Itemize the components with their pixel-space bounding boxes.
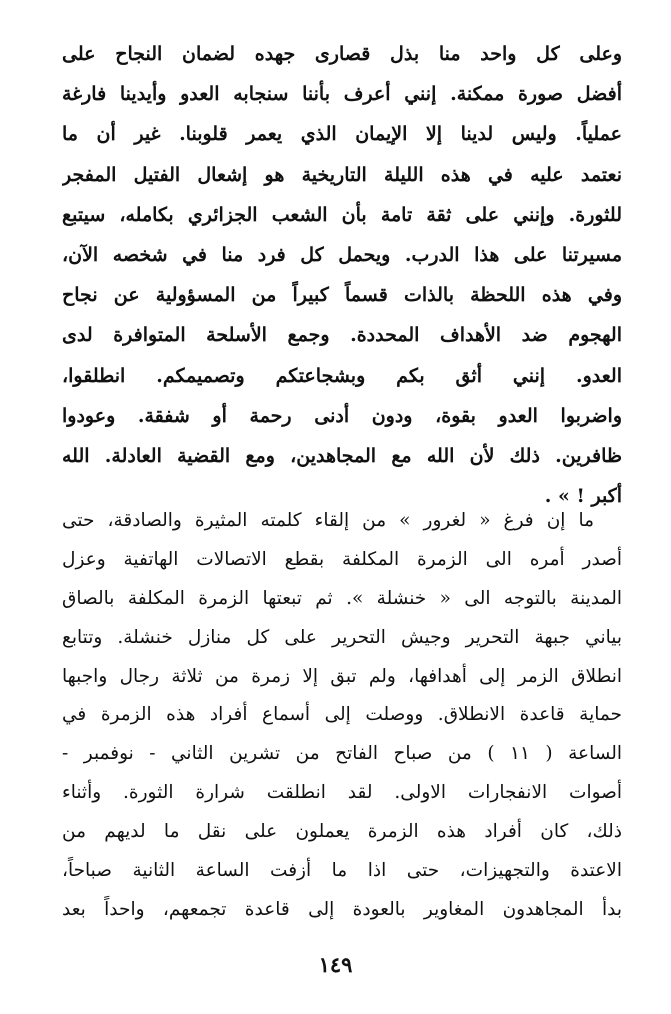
text-line: انطلاق الزمر إلى أهدافها، ولم تبق إلا زمرة من ثلاثة رجال واجبها xyxy=(62,665,622,687)
text-line: ظافرين. ذلك لأن الله مع المجاهدين، ومع القضية العادلة. الله xyxy=(62,444,622,467)
text-line: أكبر ! » . xyxy=(544,485,622,508)
quoted-speech-paragraph xyxy=(62,34,622,516)
text-line: حماية قاعدة الانطلاق. ووصلت إلى أسماع أفراد هذه الزمرة في xyxy=(62,704,622,726)
text-line: أصوات الانفجارات الاولى. لقد انطلقت شرارة الثورة. وأثناء xyxy=(62,782,622,804)
text-line: العدو. إنني أثق بكم وبشجاعتكم وتصميمكم. انطلقوا، xyxy=(62,364,622,387)
text-line: مسيرتنا على هذا الدرب. ويحمل كل فرد منا في شخصه الآن، xyxy=(62,243,622,266)
text-line: نعتمد عليه في هذه الليلة التاريخية هو إشعال الفتيل المفجر xyxy=(62,163,622,186)
text-line: ما إن فرغ « لغرور » من إلقاء كلمته المثيرة والصادقة، حتى xyxy=(62,510,594,531)
text-line: واضربوا العدو بقوة، ودون أدنى رحمة أو شفقة. وعودوا xyxy=(62,404,622,427)
text-line: وفي هذه اللحظة بالذات قسماً كبيراً من المسؤولية عن نجاح xyxy=(62,284,622,307)
text-line: عملياً. وليس لدينا إلا الإيمان الذي يعمر قلوبنا. غير أن ما xyxy=(62,123,622,146)
narrative-paragraph xyxy=(62,502,622,930)
text-line: أفضل صورة ممكنة. إنني أعرف بأننا سنجابه العدو وأيدينا فارغة xyxy=(62,83,622,106)
text-line: وعلى كل واحد منا بذل قصارى جهده لضمان النجاح على xyxy=(62,43,622,65)
text-line: بدأ المجاهدون المغاوير بالعودة إلى قاعدة تجمعهم، واحداً بعد xyxy=(62,898,622,920)
text-line: الهجوم ضد الأهداف المحددة. وجمع الأسلحة المتوافرة لدى xyxy=(62,324,622,347)
text-line: أصدر أمره الى الزمرة المكلفة بقطع الاتصالات الهاتفية وعزل xyxy=(62,548,622,570)
text-line: المدينة بالتوجه الى « خنشلة ». ثم تبعتها الزمرة المكلفة بالصاق xyxy=(62,587,622,609)
text-line: الاعتدة والتجهيزات، حتى اذا ما أزفت الساعة الثانية صباحاً، xyxy=(62,860,622,882)
text-line: بياني جبهة التحرير وجيش التحرير على كل منازل خنشلة. وتتابع xyxy=(62,626,622,648)
text-line: الساعة ( ١١ ) من صباح الفاتح من تشرين الثاني - نوفمبر - xyxy=(62,743,622,765)
text-line: للثورة. وإنني على ثقة تامة بأن الشعب الجزائري بكامله، سيتبع xyxy=(62,203,622,226)
text-line: ذلك، كان أفراد هذه الزمرة يعملون على نقل ما لديهم من xyxy=(62,821,622,843)
page-number: ١٤٩ xyxy=(318,952,353,977)
